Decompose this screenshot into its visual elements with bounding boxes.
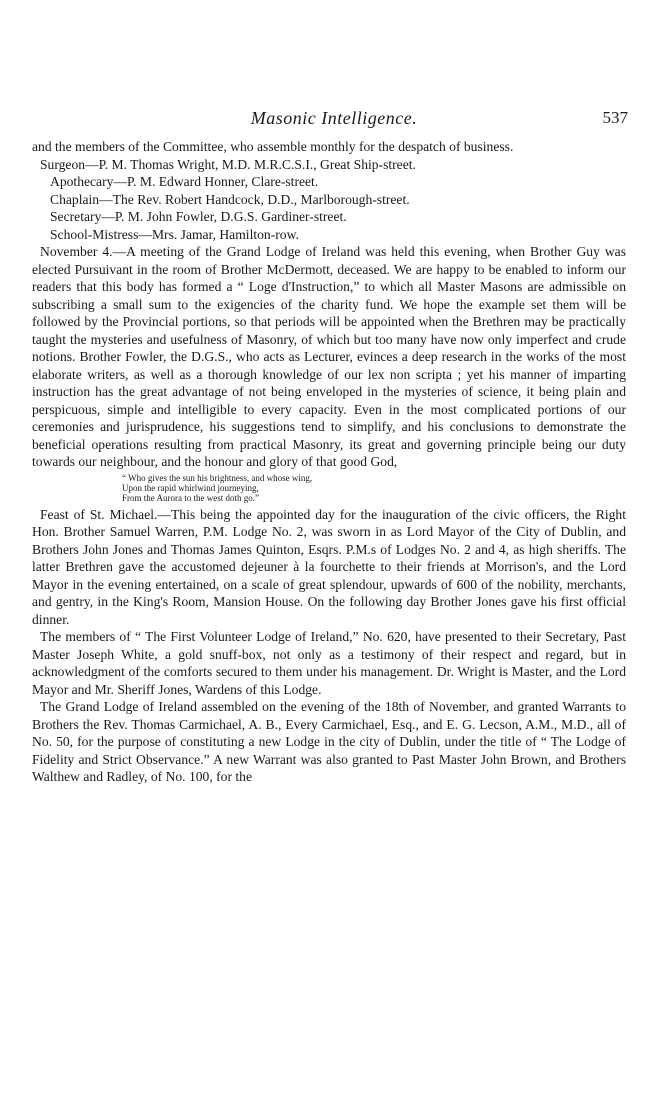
officer-chaplain: Chaplain—The Rev. Robert Handcock, D.D., Marlborough-street.	[50, 191, 410, 207]
page-number: 537	[602, 108, 628, 127]
poem-line: From the Aurora to the west doth go.”	[122, 492, 259, 503]
poem-line: “ Who gives the sun his brightness, and whose wing,	[122, 472, 313, 483]
officer-apothecary: Apothecary—P. M. Edward Honner, Clare-street.	[50, 174, 319, 189]
officer-surgeon: Surgeon—P. M. Thomas Wright, M.D. M.R.C.S.I., Great Ship-street.	[40, 156, 416, 172]
paragraph-first-volunteer-lodge: The members of “ The First Volunteer Lodge of Ireland,” No. 620, have presented to their Secretary, Past Master Joseph White, a gold snuff-box, not only as a testimony of their respect and regard, but in acknowledgment of the comforts secured to them under his management. Dr. Wright is Master, and the Lord Mayor and Mr. Sheriff Jones, Wardens of this Lodge.	[32, 629, 626, 697]
body-text	[32, 138, 626, 786]
page-header	[40, 108, 628, 132]
poem-quotation	[32, 473, 626, 503]
paragraph-november-4: November 4.—A meeting of the Grand Lodge of Ireland was held this evening, when Brother Guy was elected Pursuivant in the room of Brother McDermott, deceased. We are happy to be enabled to inform our readers that this body has formed a “ Loge d'Instruction,” to which all Master Masons are admissible on subscribing a small sum to the exigencies of the charity fund. We hope the example set them will be followed by the Provincial portions, so that periods will be appointed when the Brethren may be practically taught the mysteries and usefulness of Masonry, of which but too many have now only imperfect and crude notions. Brother Fowler, the D.G.S., who acts as Lecturer, evinces a deep research in the works of the most elaborate writers, as well as a thorough knowledge of our lex non scripta ; yet his manner of imparting instruction has the great advantage of not being enveloped in the mysteries of science, it being plain and perspicuous, simple and intelligible to every capacity. Even in the most complicated portions of our ceremonies and jurisprudence, his suggestions tend to simplify, and his conclusions to demonstrate the beneficial operations resulting from practical Masonry, its great and governing principle being our duty towards our neighbour, and the honour and glory of that good God,	[32, 244, 626, 469]
paragraph-grand-lodge-warrants: The Grand Lodge of Ireland assembled on the evening of the 18th of November, and granted Warrants to Brothers the Rev. Thomas Carmichael, A. B., Every Carmichael, Esq., and E. G. Lecson, A.M., M.D., all of No. 50, for the purpose of constituting a new Lodge in the city of Dublin, under the title of “ The Lodge of Fidelity and Strict Observance.” A new Warrant was also granted to Past Master John Brown, and Brothers Walthew and Radley, of No. 100, for the	[32, 699, 626, 784]
officer-secretary: Secretary—P. M. John Fowler, D.G.S. Gardiner-street.	[50, 209, 347, 224]
paragraph-feast-st-michael: Feast of St. Michael.—This being the appointed day for the inauguration of the civic officers, the Right Hon. Brother Samuel Warren, P.M. Lodge No. 2, was sworn in as Lord Mayor of the City of Dublin, and Brothers John Jones and Thomas James Quinton, Esqrs. P.M.s of Lodges No. 2 and 4, as high sheriffs. The latter Brethren gave the accustomed dejeuner à la fourchette to their friends at Morrison's, and the Lord Mayor in the evening entertained, on a scale of great splendour, upwards of 600 of the nobility, merchants, and gentry, in the King's Room, Mansion House. On the following day Brother Jones gave his first official dinner.	[32, 506, 626, 627]
paragraph-committee: and the members of the Committee, who assemble monthly for the despatch of business.	[32, 139, 514, 154]
running-title: Masonic Intelligence.	[250, 108, 418, 128]
officer-school-mistress: School-Mistress—Mrs. Jamar, Hamilton-row.	[50, 226, 299, 242]
poem-line: Upon the rapid whirlwind journeying,	[122, 482, 259, 493]
